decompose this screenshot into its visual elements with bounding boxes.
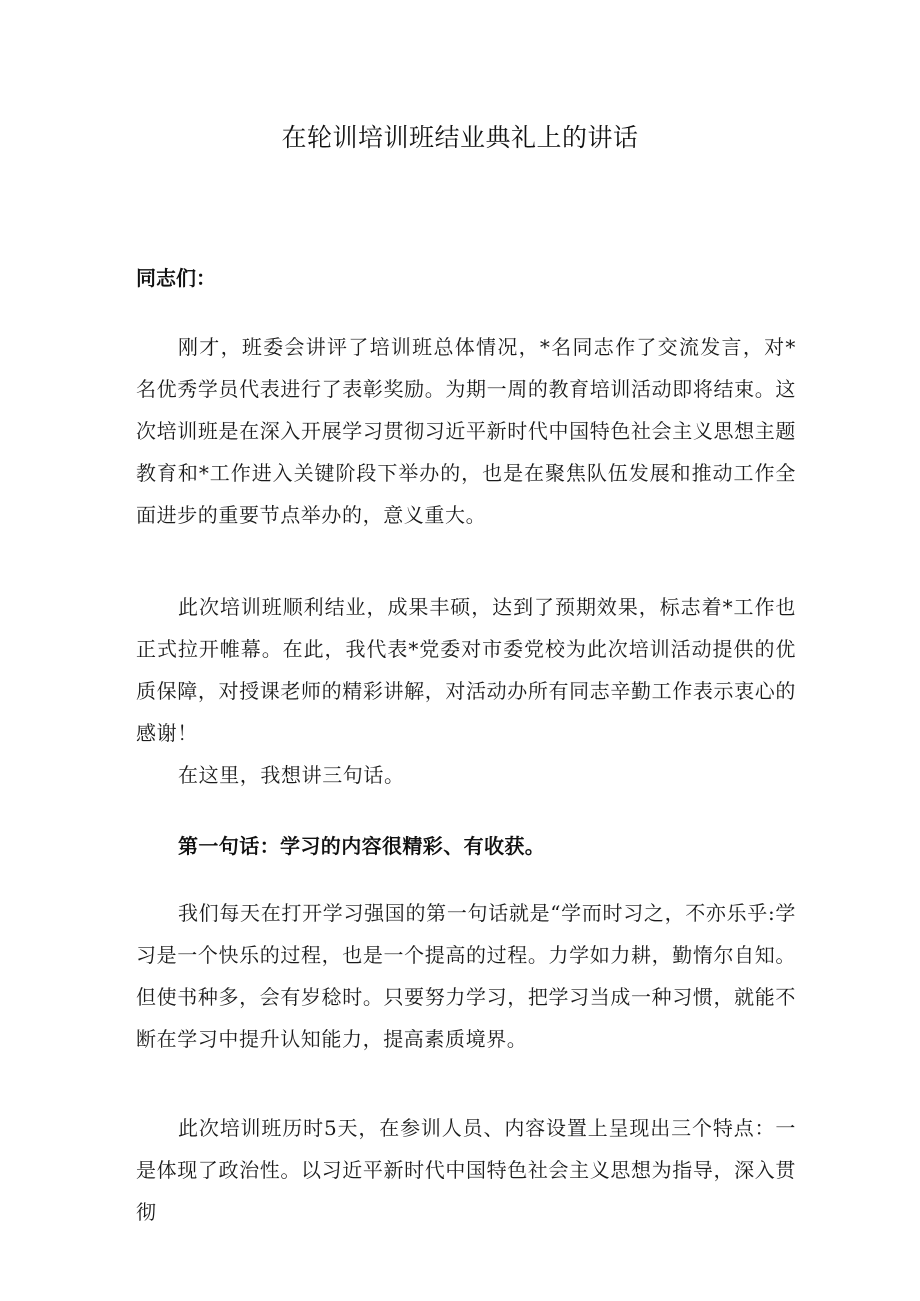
salutation: 同志们： — [136, 266, 216, 290]
paragraph-intro: 在这里，我想讲三句话。 — [178, 763, 405, 787]
paragraph-thanks: 此次培训班顺利结业，成果丰硕，达到了预期效果，标志着*工作也正式拉开帷幕。在此，我代表*党委对市委党校为此次培训活动提供的优质保障，对授课老师的精彩讲解，对活动办所有同志辛勤工作表示衷心的感谢！ — [136, 595, 796, 745]
paragraph-learning: 我们每天在打开学习强国的第一句话就是“学而时习之，不亦乐乎:学习是一个快乐的过程，也是一个提高的过程。力学如力耕，勤惰尔自知。但使书种多，会有岁稔时。只要努力学习，把学习当成一种习惯，就能不断在学习中提升认知能力，提高素质境界。 — [136, 901, 796, 1051]
paragraph-opening: 刚才，班委会讲评了培训班总体情况，*名同志作了交流发言，对*名优秀学员代表进行了表彰奖励。为期一周的教育培训活动即将结束。这次培训班是在深入开展学习贯彻习近平新时代中国特色社会主义思想主题教育和*工作进入关键阶段下举办的，也是在聚焦队伍发展和推动工作全面进步的重要节点举办的，意义重大。 — [136, 335, 796, 527]
section-heading-first: 第一句话：学习的内容很精彩、有收获。 — [178, 834, 546, 858]
paragraph-features: 此次培训班历时5天，在参训人员、内容设置上呈现出三个特点：一是体现了政治性。以习近平新时代中国特色社会主义思想为指导，深入贯彻 — [136, 1116, 796, 1224]
document-title: 在轮训培训班结业典礼上的讲话 — [281, 123, 639, 152]
